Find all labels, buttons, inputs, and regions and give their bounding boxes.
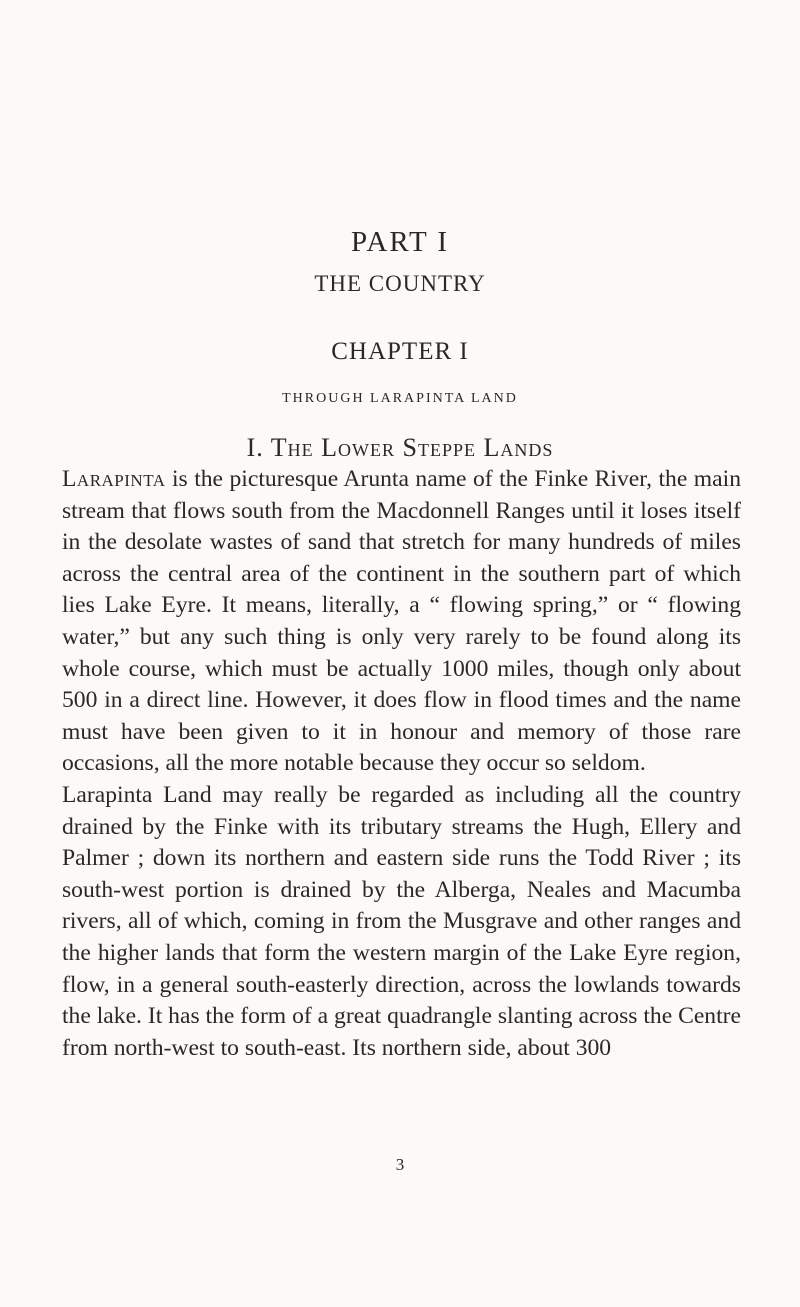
- page-number: 3: [395, 1155, 405, 1174]
- paragraph-text: is the picturesque Arunta name of the Finke River, the main stream that flows south from the Macdonnell Ranges until it loses itself in the desolate wastes of sand that stretch for many hundreds of miles across the central area of the continent in the southern part of which lies Lake Eyre. It means, literally, a “ flowing spring,” or “ flowing water,” but any such thing is only very rarely to be found along its whole course, which must be actually 1000 miles, though only about 500 in a direct line. However, it does flow in flood times and the name must have been given to it in honour and memory of those rare occasions, all the more notable because they occur so seldom.: [62, 466, 741, 777]
- paragraph-lead-word: Larapinta: [62, 466, 166, 492]
- part-title: PART I: [350, 226, 450, 258]
- paragraph: [62, 780, 741, 1064]
- body-text: [62, 464, 741, 1064]
- paragraph-text: Larapinta Land may really be regarded as including all the country drained by the Finke with its tributary streams the Hugh, Ellery and Palmer ; down its northern and eastern side runs the Todd River ; its south-west portion is drained by the Alberga, Neales and Macumba rivers, all of which, coming in from the Musgrave and other ranges and the higher lands that form the western margin of the Lake Eyre region, flow, in a general south-easterly direction, across the lowlands towards the lake. It has the form of a great quadrangle slanting across the Centre from north-west to south-east. Its northern side, about 300: [62, 781, 741, 1061]
- chapter-title: CHAPTER I: [331, 338, 469, 365]
- section-heading: I. The Lower Steppe Lands: [246, 433, 554, 462]
- chapter-subtitle: THROUGH LARAPINTA LAND: [282, 391, 518, 406]
- paragraph: [62, 464, 741, 780]
- part-subtitle: THE COUNTRY: [314, 271, 486, 296]
